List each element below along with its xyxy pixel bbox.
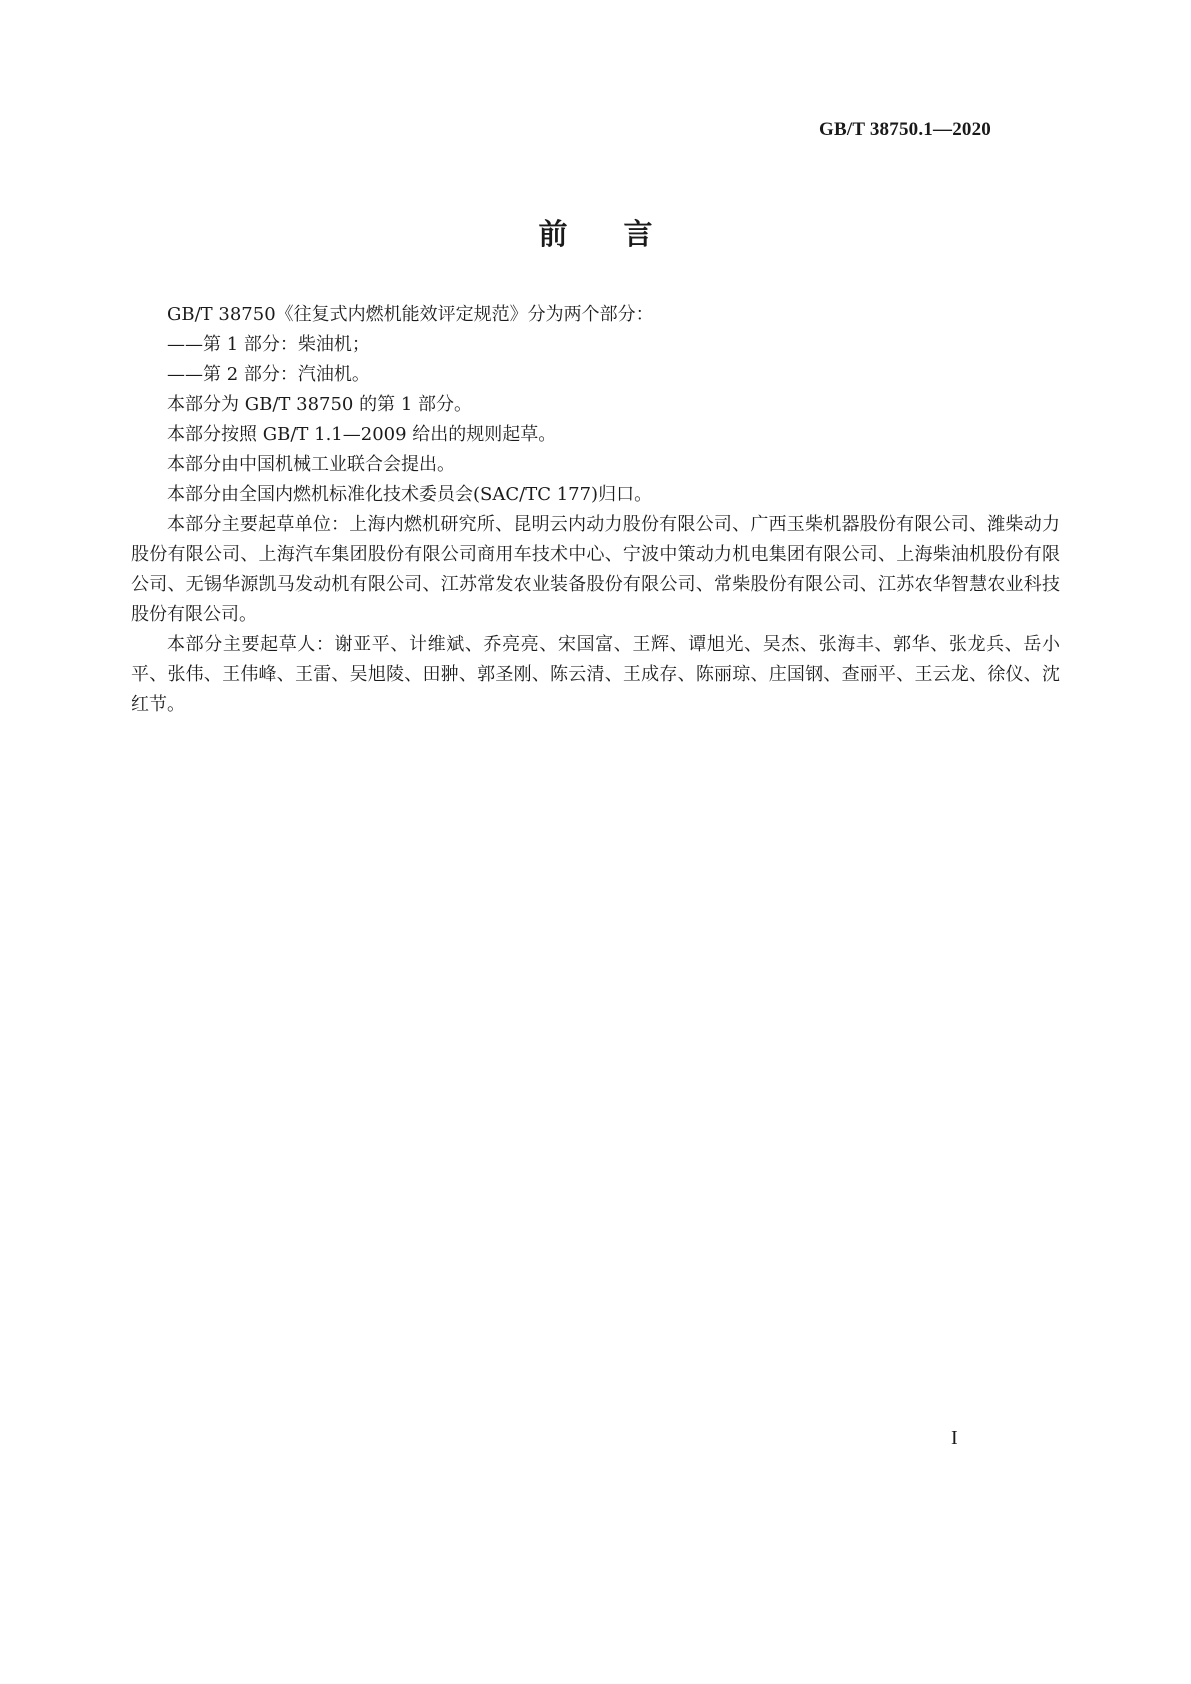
paragraph-drafters: 本部分主要起草人：谢亚平、计维斌、乔亮亮、宋国富、王辉、谭旭光、吴杰、张海丰、郭华、张龙兵、岳小平、张伟、王伟峰、王雷、吴旭陵、田翀、郭圣刚、陈云清、王成存、陈丽琼、庄国钢、查丽平、王云龙、徐仪、沈红节。: [131, 634, 1060, 715]
paragraph-part-2: ——第 2 部分：汽油机。: [167, 364, 370, 385]
paragraph-intro: GB/T 38750《往复式内燃机能效评定规范》分为两个部分：: [167, 304, 654, 325]
paragraph-drafting-units: 本部分主要起草单位：上海内燃机研究所、昆明云内动力股份有限公司、广西玉柴机器股份有限公司、潍柴动力股份有限公司、上海汽车集团股份有限公司商用车技术中心、宁波中策动力机电集团有限公司、上海柴油机股份有限公司、无锡华源凯马发动机有限公司、江苏常发农业装备股份有限公司、常柴股份有限公司、江苏农华智慧农业科技股份有限公司。: [131, 514, 1060, 625]
paragraph-this-part: 本部分为 GB/T 38750 的第 1 部分。: [167, 394, 472, 415]
standard-code: GB/T 38750.1—2020: [819, 119, 991, 140]
paragraph-committee: 本部分由全国内燃机标准化技术委员会(SAC/TC 177)归口。: [167, 484, 653, 505]
paragraph-proposer: 本部分由中国机械工业联合会提出。: [167, 454, 455, 475]
page-number: I: [951, 1427, 958, 1449]
foreword-body: [131, 300, 1060, 720]
paragraph-drafting-rules: 本部分按照 GB/T 1.1—2009 给出的规则起草。: [167, 424, 557, 445]
paragraph-part-1: ——第 1 部分：柴油机；: [167, 334, 370, 355]
page-title: 前言: [538, 217, 709, 251]
